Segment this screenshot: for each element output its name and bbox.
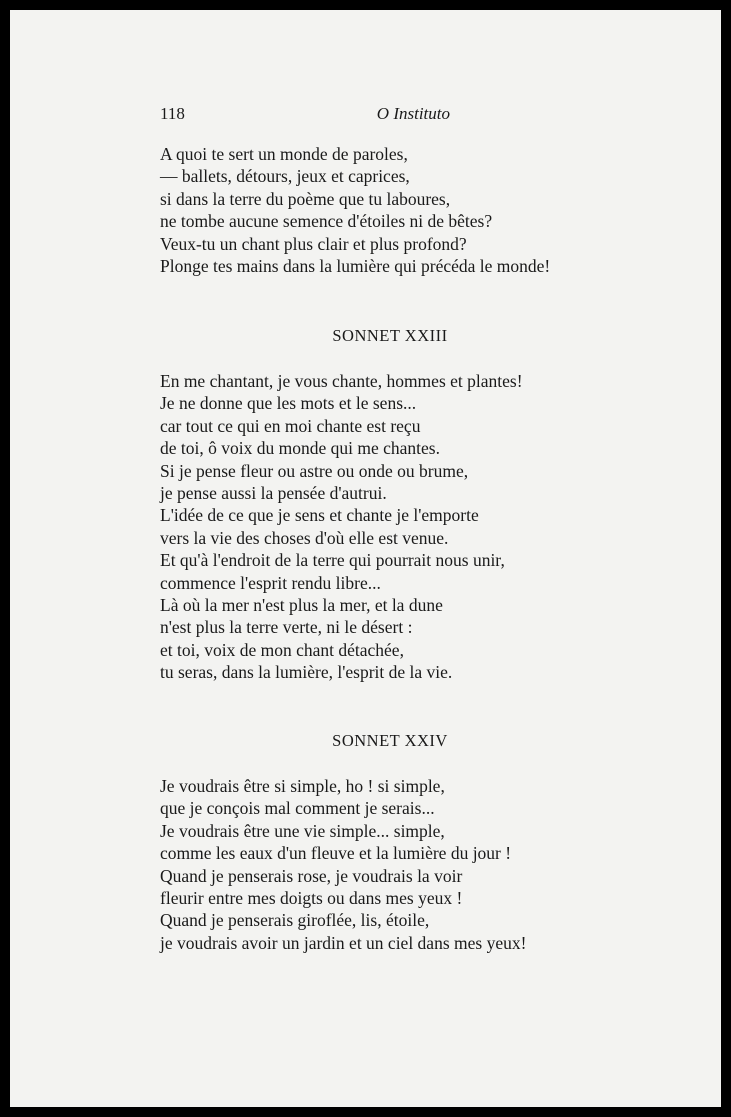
verse-line: je voudrais avoir un jardin et un ciel dans mes yeux! <box>160 932 527 953</box>
verse-line: tu seras, dans la lumière, l'esprit de la vie. <box>160 662 453 683</box>
verse-line: car tout ce qui en moi chante est reçu <box>160 415 421 436</box>
opening-stanza <box>160 143 660 277</box>
running-title: O Instituto <box>376 104 450 123</box>
verse-line: Si je pense fleur ou astre ou onde ou brume, <box>160 460 469 481</box>
verse-line: Je voudrais être si simple, ho ! si simple, <box>160 776 445 796</box>
verse-line: Là où la mer n'est plus la mer, et la dune <box>160 595 443 616</box>
verse-line: Et qu'à l'endroit de la terre qui pourrait nous unir, <box>160 550 505 571</box>
verse-line: fleurir entre mes doigts ou dans mes yeux ! <box>160 888 463 909</box>
verse-line: Je voudrais être une vie simple... simple, <box>160 820 445 841</box>
verse-line: A quoi te sert un monde de paroles, <box>160 144 408 164</box>
verse-line: de toi, ô voix du monde qui me chantes. <box>160 438 440 459</box>
verse-line: Plonge tes mains dans la lumière qui précéda le monde! <box>160 256 551 277</box>
sonnet-23-body <box>160 370 660 684</box>
verse-line: En me chantant, je vous chante, hommes et plantes! <box>160 371 523 391</box>
sonnet-23-title: SONNET XXIII <box>332 326 448 345</box>
verse-line: et toi, voix de mon chant détachée, <box>160 639 404 660</box>
verse-line: comme les eaux d'un fleuve et la lumière du jour ! <box>160 843 512 864</box>
verse-line: Je ne donne que les mots et le sens... <box>160 393 417 414</box>
sonnet-24-title: SONNET XXIV <box>332 731 448 750</box>
verse-line: n'est plus la terre verte, ni le désert : <box>160 617 413 638</box>
verse-line: vers la vie des choses d'où elle est venue. <box>160 527 449 548</box>
verse-line: Veux-tu un chant plus clair et plus profond? <box>160 233 467 254</box>
book-page <box>10 10 721 1107</box>
verse-line: — ballets, détours, jeux et caprices, <box>160 166 410 187</box>
verse-line: que je conçois mal comment je serais... <box>160 798 435 819</box>
page-number: 118 <box>160 104 185 123</box>
verse-line: ne tombe aucune semence d'étoiles ni de bêtes? <box>160 211 493 232</box>
verse-line: si dans la terre du poème que tu laboures, <box>160 188 451 209</box>
verse-line: commence l'esprit rendu libre... <box>160 572 381 593</box>
sonnet-24-body <box>160 775 660 954</box>
verse-line: L'idée de ce que je sens et chante je l'emporte <box>160 505 479 526</box>
verse-line: je pense aussi la pensée d'autrui. <box>160 483 387 504</box>
verse-line: Quand je penserais rose, je voudrais la voir <box>160 865 463 886</box>
verse-line: Quand je penserais giroflée, lis, étoile, <box>160 910 430 931</box>
